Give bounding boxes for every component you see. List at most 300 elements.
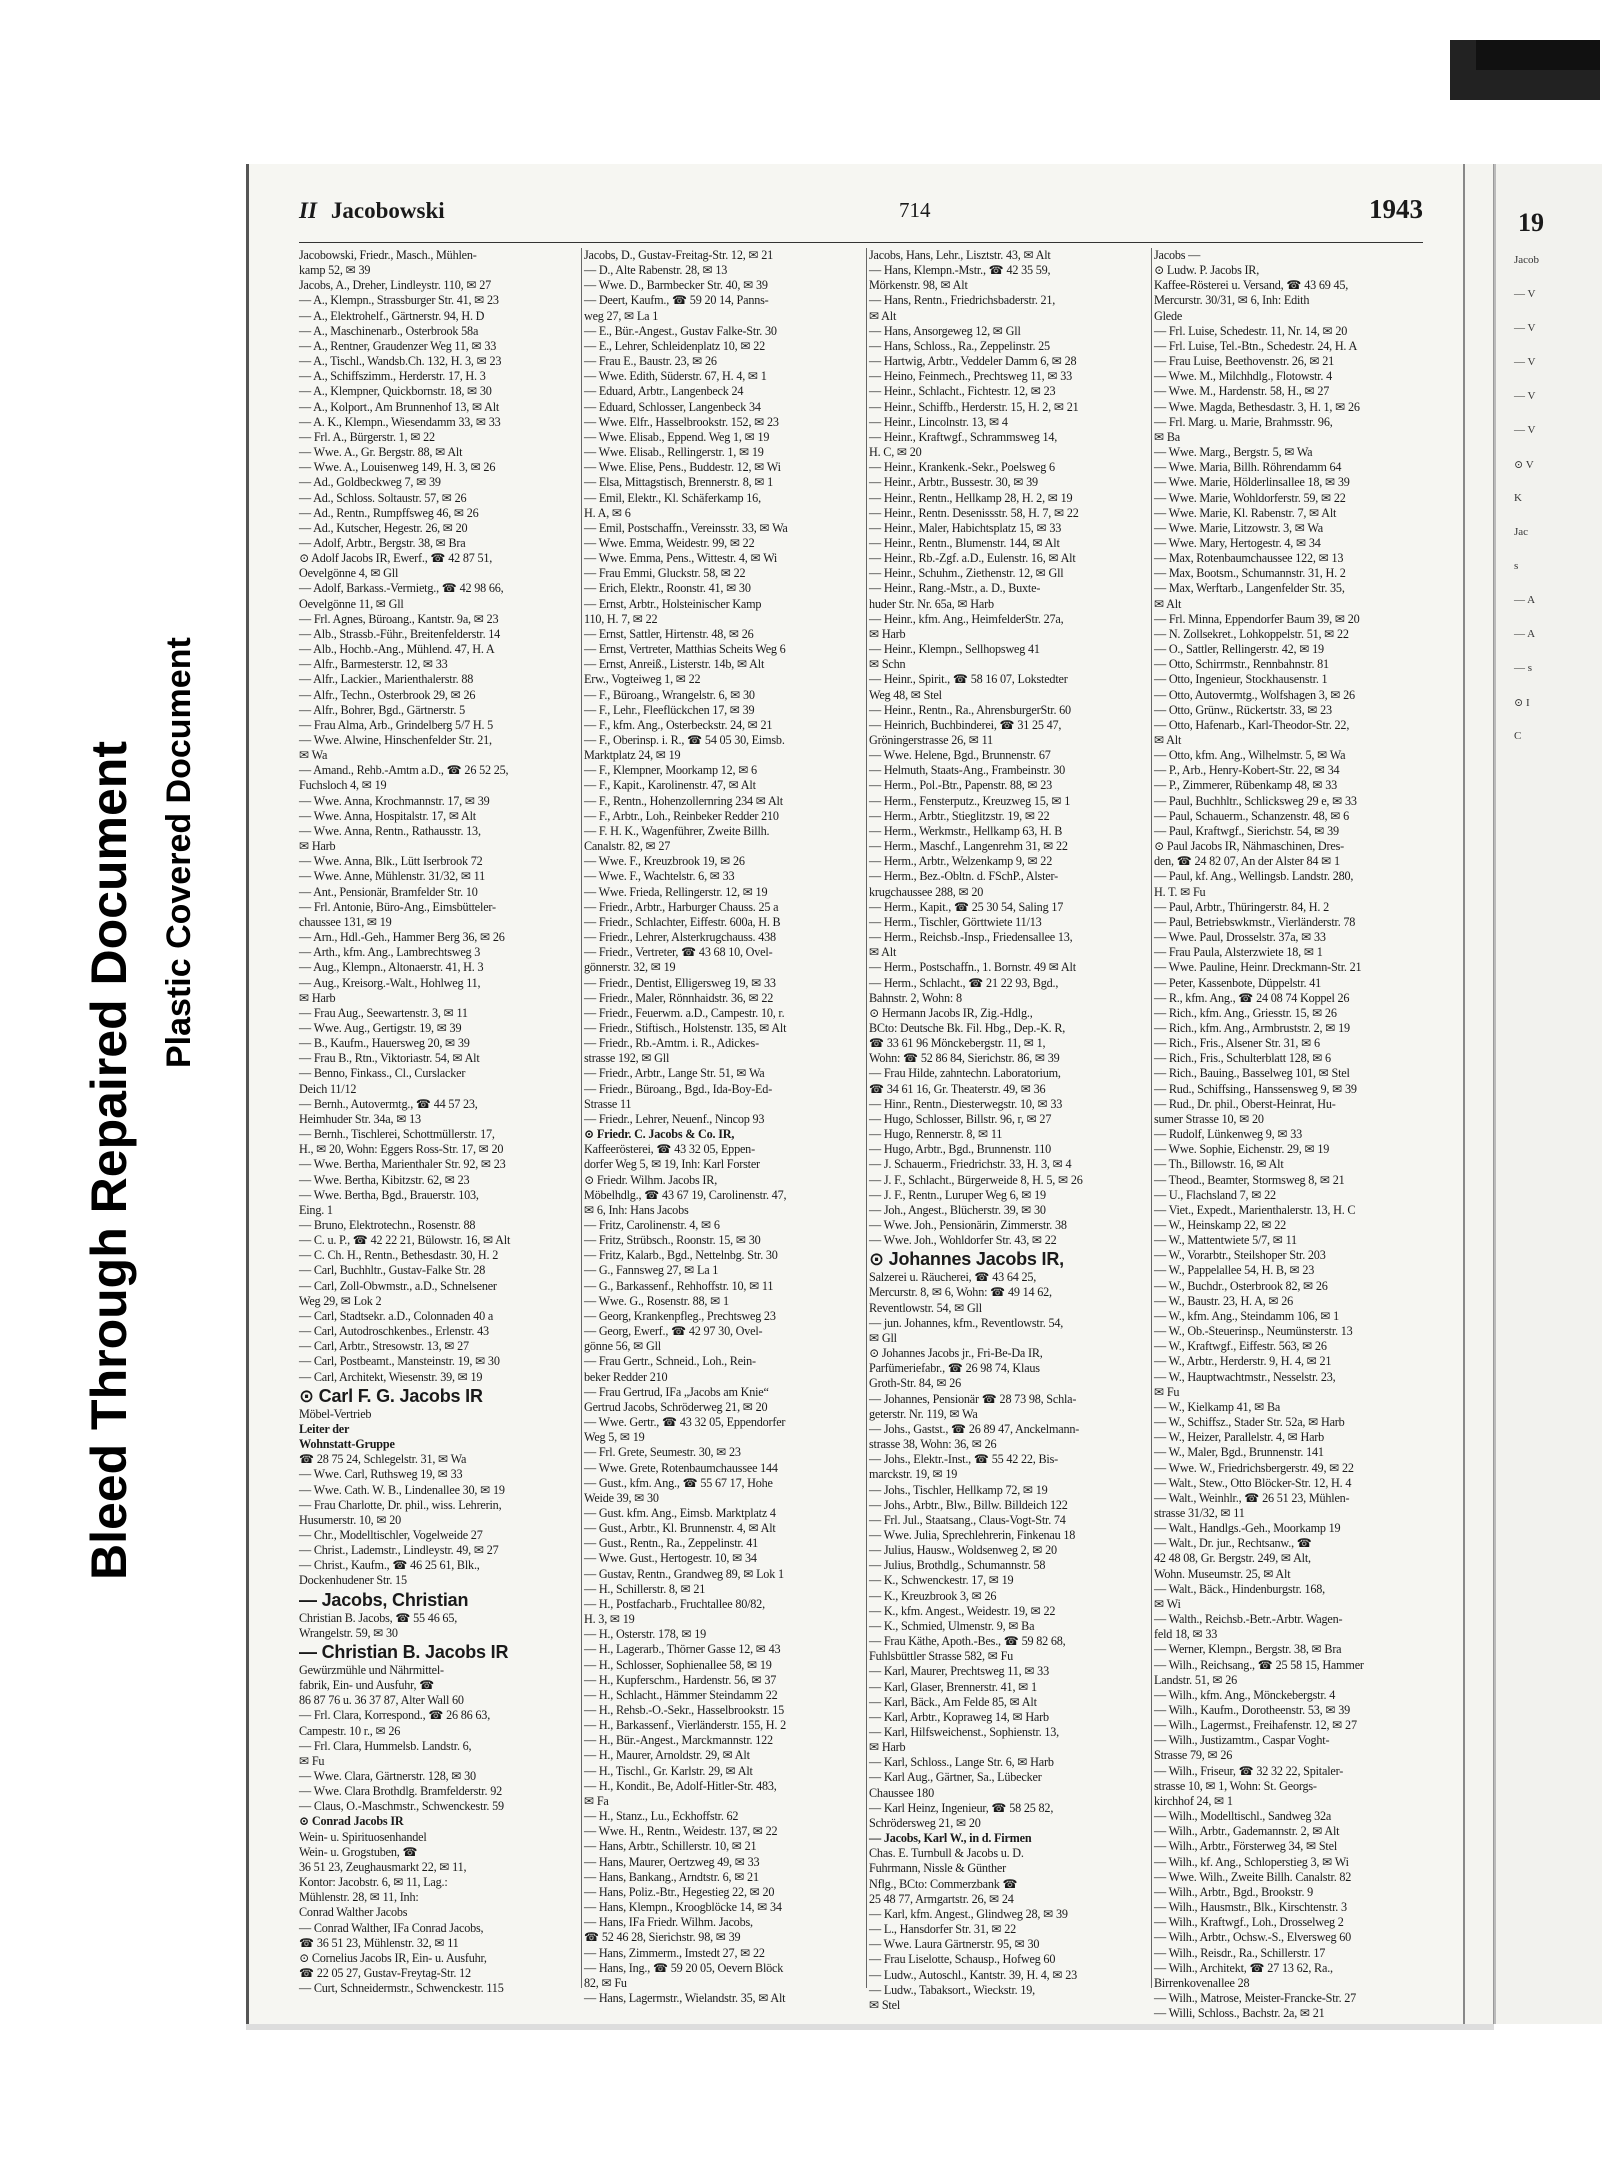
directory-entry: — Carl, Autodroschkenbes., Erlenstr. 43 <box>299 1324 489 1339</box>
directory-entry: marckstr. 19, ✉ 19 <box>869 1467 958 1482</box>
directory-entry: — Wwe. Elisab., Rellingerstr. 1, ✉ 19 <box>584 445 764 460</box>
directory-entry: — Carl, Arbtr., Stresowstr. 13, ✉ 27 <box>299 1339 469 1354</box>
directory-entry: — Karl Aug., Gärtner, Sa., Lübecker <box>869 1770 1042 1785</box>
directory-entry: den, ☎ 24 82 07, An der Alster 84 ✉ 1 <box>1154 854 1340 869</box>
directory-entry: — Alb., Hochb.-Ang., Mühlend. 47, H. A <box>299 642 495 657</box>
directory-entry: — Eduard, Schlosser, Langenbeck 34 <box>584 399 761 414</box>
directory-entry: Jacobs, Hans, Lehr., Lisztstr. 43, ✉ Alt <box>869 248 1051 262</box>
directory-entry: — Wwe. Clara, Gärtnerstr. 128, ✉ 30 <box>299 1769 476 1783</box>
directory-entry: — F., Büroang., Wrangelstr. 6, ✉ 30 <box>584 687 755 702</box>
directory-entry: — A., Maschinenarb., Osterbrook 58a <box>299 323 479 338</box>
directory-entry: — Frau Gertrud, IFa „Jacobs am Knie“ <box>584 1384 769 1399</box>
directory-entry: — Hans, Maurer, Oertzweg 49, ✉ 33 <box>584 1854 760 1869</box>
directory-entry: — W., Vorarbtr., Steilshoper Str. 203 <box>1154 1248 1326 1263</box>
directory-entry: — Herm., Schlacht., ☎ 21 22 93, Bgd., <box>869 975 1059 990</box>
directory-entry: — Paul, Buchhltr., Schlicksweg 29 e, ✉ 33 <box>1154 793 1357 808</box>
directory-entry: — Heinr., Rentn., Ra., AhrensburgerStr. 60 <box>869 702 1071 717</box>
directory-entry: — Wilh., Matrose, Meister-Francke-Str. 27 <box>1154 1990 1357 2005</box>
directory-entry: — Frl. Luise, Schedestr. 11, Nr. 14, ✉ 20 <box>1154 323 1348 338</box>
directory-entry: ✉ Harb <box>869 626 906 641</box>
directory-entry: — Friedr., Stiftisch., Holstenstr. 135, ✉ Alt <box>584 1020 787 1035</box>
adjacent-page-line: C <box>1514 730 1522 742</box>
directory-entry: 42 48 08, Gr. Bergstr. 249, ✉ Alt, <box>1154 1551 1311 1566</box>
directory-entry: — Rich., kfm. Ang., Griesstr. 15, ✉ 26 <box>1154 1005 1337 1020</box>
directory-entry: ⊙ Cornelius Jacobs IR, Ein- u. Ausfuhr, <box>299 1950 487 1965</box>
directory-entry: — Hugo, Rennerstr. 8, ✉ 11 <box>869 1127 1003 1142</box>
directory-entry: — H., Kupferschm., Hardenstr. 56, ✉ 37 <box>584 1672 777 1687</box>
directory-entry: Eing. 1 <box>299 1202 333 1217</box>
adjacent-page-line: s <box>1514 560 1519 572</box>
directory-entry: — Ad., Kutscher, Hegestr. 26, ✉ 20 <box>299 520 468 535</box>
directory-entry: — Christian B. Jacobs IR <box>299 1641 509 1662</box>
directory-entry: ✉ Wa <box>299 748 328 763</box>
directory-entry: H., ✉ 20, Wohn: Eggers Ross-Str. 17, ✉ 20 <box>299 1142 504 1157</box>
directory-entry: — Wwe. Bertha, Bgd., Brauerstr. 103, <box>299 1187 479 1202</box>
directory-entry: — H., Stanz., Lu., Eckhoffstr. 62 <box>584 1809 739 1824</box>
directory-entry: BCto: Deutsche Bk. Fil. Hbg., Dep.-K. R, <box>869 1020 1066 1035</box>
directory-entry: ✉ Stel <box>869 1997 901 2012</box>
directory-entry: — W., Kielkamp 41, ✉ Ba <box>1154 1399 1281 1414</box>
directory-entry: — H., Bür.-Angest., Marckmannstr. 122 <box>584 1733 773 1748</box>
directory-entry: ✉ Fa <box>584 1793 609 1808</box>
directory-entry: — Frl. Antonie, Büro-Ang., Eimsbütteler- <box>299 899 496 914</box>
directory-entry: — Herm., Fensterputz., Kreuzweg 15, ✉ 1 <box>869 793 1071 808</box>
directory-entry: Heimhuder Str. 34a, ✉ 13 <box>299 1111 421 1126</box>
directory-entry: — Heinr., kfm. Ang., HeimfelderStr. 27a, <box>869 611 1064 626</box>
directory-entry: — Wilh., kf. Ang., Schloperstieg 3, ✉ Wi <box>1154 1854 1349 1869</box>
directory-entry: Oevelgönne 4, ✉ Gll <box>299 566 399 581</box>
directory-entry: strasse 192, ✉ Gll <box>584 1051 670 1066</box>
directory-entry: — Georg, Ewerf., ☎ 42 97 30, Ovel- <box>584 1324 763 1339</box>
directory-entry: — Wwe. Joh., Wohldorfer Str. 43, ✉ 22 <box>869 1233 1057 1248</box>
directory-entry: — Bernh., Autovermtg., ☎ 44 57 23, <box>299 1096 478 1111</box>
directory-entry: ✉ Alt <box>1154 733 1182 747</box>
directory-entry: — Friedr., Feuerwm. a.D., Campestr. 10, r. <box>584 1005 785 1020</box>
directory-entry: — Otto, Hafenarb., Karl-Theodor-Str. 22, <box>1154 717 1350 732</box>
directory-entry: — Ludw., Tabaksort., Wieckstr. 19, <box>869 1982 1035 1997</box>
directory-entry: — Rich., Fris., Schulterblatt 128, ✉ 6 <box>1154 1051 1331 1066</box>
directory-entry: — G., Fannsweg 27, ✉ La 1 <box>584 1263 719 1278</box>
directory-entry: — W., Ob.-Steuerinsp., Neumünsterstr. 13 <box>1154 1324 1353 1339</box>
directory-entry: — Johs., Arbtr., Blw., Billw. Billdeich 122 <box>869 1497 1068 1512</box>
directory-entry: — Wilh., Kaufm., Dorotheenstr. 53, ✉ 39 <box>1154 1703 1350 1717</box>
directory-entry: — L., Hansdorfer Str. 31, ✉ 22 <box>869 1922 1017 1937</box>
directory-entry: — H., Schlacht., Hämmer Steindamm 22 <box>584 1687 778 1702</box>
directory-entry: — H., Rehsb.-O.-Sekr., Hasselbrookstr. 15 <box>584 1703 784 1717</box>
directory-entry: — Ant., Pensionär, Bramfelder Str. 10 <box>299 884 478 899</box>
directory-entry: — Otto, kfm. Ang., Wilhelmstr. 5, ✉ Wa <box>1154 748 1346 763</box>
directory-entry: — Aug., Kreisorg.-Walt., Hohlweg 11, <box>299 975 481 990</box>
directory-entry: — Wwe. Pauline, Heinr. Dreckmann-Str. 21 <box>1154 960 1362 975</box>
directory-entry: 25 48 77, Armgartstr. 26, ✉ 24 <box>869 1891 1014 1906</box>
directory-entry: — Heinr., Spirit., ☎ 58 16 07, Lokstedter <box>869 672 1068 687</box>
directory-entry: — C. Ch. H., Rentn., Bethesdastr. 30, H. 2 <box>299 1248 499 1263</box>
directory-entry: — Peter, Kassenbote, Düppelstr. 41 <box>1154 975 1322 990</box>
directory-entry: — J. Schauerm., Friedrichstr. 33, H. 3, ✉ 4 <box>869 1157 1072 1172</box>
directory-entry: — Walt., Handlgs.-Geh., Moorkamp 19 <box>1154 1521 1341 1536</box>
directory-entry: — Wilh., Reisdr., Ra., Schillerstr. 17 <box>1154 1945 1326 1960</box>
directory-entry: Wohnstatt-Gruppe <box>299 1437 395 1452</box>
directory-entry: — Johannes, Pensionär ☎ 28 73 98, Schla- <box>869 1391 1077 1406</box>
directory-entry: — Wilh., Hausmstr., Blk., Kirschtenstr. 3 <box>1154 1900 1347 1915</box>
header-year: 1943 <box>1369 194 1423 224</box>
directory-entry: — Deert, Kaufm., ☎ 59 20 14, Panns- <box>584 293 769 308</box>
adjacent-page-line: ⊙ I <box>1514 697 1530 709</box>
directory-entry: ⊙ Friedr. C. Jacobs & Co. IR, <box>584 1127 735 1142</box>
directory-entry: — Heinr., Rang.-Mstr., a. D., Buxte- <box>869 581 1041 596</box>
directory-entry: Chas. E. Turnbull & Jacobs u. D. <box>869 1846 1024 1861</box>
directory-entry: Mörkenstr. 98, ✉ Alt <box>869 278 968 293</box>
directory-entry: — Wwe. Joh., Pensionärin, Zimmerstr. 38 <box>869 1218 1067 1232</box>
directory-entry: — Wwe. Frieda, Rellingerstr. 12, ✉ 19 <box>584 884 768 899</box>
directory-entry: — Wwe. Paul, Drosselstr. 37a, ✉ 33 <box>1154 930 1326 945</box>
directory-entry: — H., Tischl., Gr. Karlstr. 29, ✉ Alt <box>584 1763 753 1778</box>
directory-entry: — Frau Aug., Seewartenstr. 3, ✉ 11 <box>299 1005 468 1020</box>
directory-entry: — J. F., Rentn., Luruper Weg 6, ✉ 19 <box>869 1187 1046 1202</box>
directory-entry: Wrangelstr. 59, ✉ 30 <box>299 1625 398 1640</box>
directory-entry: 110, H. 7, ✉ 22 <box>584 611 658 626</box>
directory-entry: — A., Rentner, Graudenzer Weg 11, ✉ 33 <box>299 338 497 353</box>
directory-entry: — Rud., Schiffsing., Hanssensweg 9, ✉ 39 <box>1154 1081 1357 1096</box>
directory-entry: weg 27, ✉ La 1 <box>584 308 659 323</box>
directory-entry: — Frl. Agnes, Büroang., Kantstr. 9a, ✉ 23 <box>299 611 499 626</box>
directory-entry: — Karl, Schloss., Lange Str. 6, ✉ Harb <box>869 1755 1054 1770</box>
page-body <box>249 164 1465 2024</box>
directory-entry: Kaffeerösterei, ☎ 43 32 05, Eppen- <box>584 1142 755 1157</box>
directory-entry: — Wwe. Marie, Litzowstr. 3, ✉ Wa <box>1154 520 1323 535</box>
directory-entry: — R., kfm. Ang., ☎ 24 08 74 Koppel 26 <box>1154 990 1350 1005</box>
directory-entry: — Rud., Dr. phil., Oberst-Heinrat, Hu- <box>1154 1096 1336 1111</box>
directory-entry: — Frau Emmi, Gluckstr. 58, ✉ 22 <box>584 566 746 581</box>
directory-entry: — Frau Alma, Arb., Grindelberg 5/7 H. 5 <box>299 717 494 732</box>
directory-entry: Nflg., BCto: Commerzbank ☎ <box>869 1876 1018 1891</box>
directory-entry: — Arth., kfm. Ang., Lambrechtsweg 3 <box>299 945 481 960</box>
directory-entry: — Friedr., Lehrer, Neuenf., Nincop 93 <box>584 1111 765 1126</box>
directory-entry: — Rudolf, Lünkenweg 9, ✉ 33 <box>1154 1127 1302 1142</box>
directory-entry: strasse 38, Wohn: 36, ✉ 26 <box>869 1437 997 1452</box>
directory-entry: Fuhlsbüttler Strasse 582, ✉ Fu <box>869 1649 1014 1664</box>
directory-entry: — N. Zollsekret., Lohkoppelstr. 51, ✉ 22 <box>1154 626 1349 641</box>
directory-entry: — H., Osterstr. 178, ✉ 19 <box>584 1627 707 1642</box>
directory-entry: — D., Alte Rabenstr. 28, ✉ 13 <box>584 263 728 278</box>
directory-entry: — Wwe. Marg., Bergstr. 5, ✉ Wa <box>1154 445 1313 460</box>
directory-entry: — Karl, Glaser, Brennerstr. 41, ✉ 1 <box>869 1679 1037 1694</box>
directory-entry: — Frl. Luise, Tel.-Btn., Schedestr. 24, H. A <box>1154 338 1358 353</box>
directory-entry: Chaussee 180 <box>869 1785 934 1800</box>
directory-entry: — Wwe. Elise, Pens., Buddestr. 12, ✉ Wi <box>584 460 781 475</box>
page-header <box>299 194 1423 232</box>
directory-entry: Husumerstr. 10, ✉ 20 <box>299 1512 402 1527</box>
directory-entry: — Werner, Klempn., Bergstr. 38, ✉ Bra <box>1154 1642 1342 1657</box>
directory-entry: — Theod., Beamter, Stormsweg 8, ✉ 21 <box>1154 1172 1345 1187</box>
directory-entry: ✉ Harb <box>299 839 336 854</box>
directory-entry: — Wwe. Elfr., Hasselbrookstr. 152, ✉ 23 <box>584 414 779 429</box>
directory-entry: Marktplatz 24, ✉ 19 <box>584 748 681 763</box>
directory-entry: — K., Schmied, Ulmenstr. 9, ✉ Ba <box>869 1618 1035 1633</box>
directory-entry: — Ernst, Anreiß., Listerstr. 14b, ✉ Alt <box>584 657 765 672</box>
directory-entry: — B., Kaufm., Hauersweg 20, ✉ 39 <box>299 1036 470 1051</box>
directory-entry: — Hinr., Rentn., Diesterwegstr. 10, ✉ 33 <box>869 1096 1063 1111</box>
directory-entry: — Heinr., Arbtr., Bussestr. 30, ✉ 39 <box>869 475 1038 490</box>
directory-entry: — Herm., Postschaffn., 1. Bornstr. 49 ✉ Alt <box>869 960 1076 975</box>
directory-entry: — Wwe. Anna, Blk., Lütt Iserbrook 72 <box>299 854 483 869</box>
directory-entry: Wein- u. Grogstuben, ☎ <box>299 1844 418 1859</box>
directory-entry: Schrödersweg 21, ✉ 20 <box>869 1815 981 1830</box>
directory-entry: — Otto, Grünw., Rückertstr. 33, ✉ 23 <box>1154 702 1332 717</box>
directory-entry: ⊙ Friedr. Wilhm. Jacobs IR, <box>584 1172 718 1187</box>
directory-entry: ✉ Alt <box>1154 596 1182 611</box>
directory-entry: — Wwe. Wilh., Zweite Billh. Canalstr. 82 <box>1154 1869 1352 1884</box>
directory-entry: — Herm., Arbtr., Stieglitzstr. 19, ✉ 22 <box>869 808 1050 823</box>
directory-entry: — W., Kraftwgf., Eiffestr. 563, ✉ 26 <box>1154 1339 1327 1354</box>
directory-entry: — Wwe. Maria, Billh. Röhrendamm 64 <box>1154 460 1342 475</box>
directory-entry: — Wilh., Architekt, ☎ 27 13 62, Ra., <box>1154 1960 1333 1975</box>
directory-entry: — W., Arbtr., Herderstr. 9, H. 4, ✉ 21 <box>1154 1354 1332 1369</box>
directory-entry: — W., Pappelallee 54, H. B, ✉ 23 <box>1154 1263 1315 1278</box>
directory-entry: — Frau Hilde, zahntechn. Laboratorium, <box>869 1066 1061 1081</box>
section-numeral: II <box>299 198 317 223</box>
directory-entry: — A., Klempner, Quickbornstr. 18, ✉ 30 <box>299 384 492 399</box>
directory-entry: H. T. ✉ Fu <box>1154 884 1206 899</box>
directory-entry: — Hans, Poliz.-Btr., Hegestieg 22, ✉ 20 <box>584 1884 775 1899</box>
directory-entry: Weg 48, ✉ Stel <box>869 687 942 702</box>
directory-entry: — A., Tischl., Wandsb.Ch. 132, H. 3, ✉ 23 <box>299 354 502 369</box>
directory-entry: — Amand., Rehb.-Amtm a.D., ☎ 26 52 25, <box>299 763 509 778</box>
directory-entry: ✉ Wi <box>1154 1596 1181 1611</box>
directory-entry: — K., Schwenckestr. 17, ✉ 19 <box>869 1573 1014 1588</box>
directory-entry: Groth-Str. 84, ✉ 26 <box>869 1376 962 1391</box>
directory-entry: — Hans, Zimmerm., Imstedt 27, ✉ 22 <box>584 1945 765 1960</box>
directory-entry: — Curt, Schneidermstr., Schwenckestr. 115 <box>299 1981 504 1996</box>
directory-entry: — K., kfm. Angest., Weidestr. 19, ✉ 22 <box>869 1603 1056 1618</box>
page-bottom-edge <box>246 2024 1494 2030</box>
directory-entry: ✉ Harb <box>869 1740 906 1755</box>
directory-entry: — Frau Liselotte, Schausp., Hofweg 60 <box>869 1952 1056 1967</box>
directory-entry: — Johs., Gastst., ☎ 26 89 47, Anckelmann- <box>869 1421 1080 1436</box>
directory-entry: — Johs., Tischler, Hellkamp 72, ✉ 19 <box>869 1482 1048 1497</box>
directory-entry: Birrenkovenallee 28 <box>1154 1975 1250 1990</box>
directory-entry: — W., Maler, Bgd., Brunnenstr. 141 <box>1154 1445 1324 1460</box>
header-rule <box>299 242 1423 243</box>
directory-entry: — Claus, O.-Maschmstr., Schwenckestr. 59 <box>299 1799 504 1814</box>
directory-entry: Parfümeriefabr., ☎ 26 98 74, Klaus <box>869 1361 1040 1376</box>
directory-entry: — Wilh., Lagermst., Freihafenstr. 12, ✉ 27 <box>1154 1718 1357 1733</box>
header-left <box>299 198 445 224</box>
directory-entry: ⊙ Carl F. G. Jacobs IR <box>299 1385 483 1406</box>
directory-entry: — Frl. Grete, Seumestr. 30, ✉ 23 <box>584 1445 741 1460</box>
directory-entry: — Hans, Lagermstr., Wielandstr. 35, ✉ Alt <box>584 1990 786 2005</box>
directory-entry: H. C, ✉ 20 <box>869 445 922 460</box>
directory-entry: — Wwe. F., Kreuzbrook 19, ✉ 26 <box>584 854 745 869</box>
directory-entry: — Wwe. Bertha, Marienthaler Str. 92, ✉ 23 <box>299 1157 506 1172</box>
directory-entry: — Rich., Fris., Alsener Str. 31, ✉ 6 <box>1154 1036 1320 1051</box>
directory-entry: — U., Flachsland 7, ✉ 22 <box>1154 1187 1276 1202</box>
directory-entry: — Gustav, Rentn., Grandweg 89, ✉ Lok 1 <box>584 1566 784 1581</box>
directory-entry: — Otto, Schirrmstr., Rennbahnstr. 81 <box>1154 657 1329 672</box>
directory-entry: — Walt., Stew., Otto Blöcker-Str. 12, H. 4 <box>1154 1475 1352 1490</box>
directory-entry: feld 18, ✉ 33 <box>1154 1627 1218 1642</box>
directory-entry: — Bernh., Tischlerei, Schottmüllerstr. 17, <box>299 1127 495 1142</box>
directory-entry: — Max, Bootsm., Schumannstr. 31, H. 2 <box>1154 566 1346 581</box>
directory-entry: ☎ 22 05 27, Gustav-Freytag-Str. 12 <box>299 1966 471 1981</box>
directory-entry: — A. K., Klempn., Wiesendamm 33, ✉ 33 <box>299 414 501 429</box>
directory-entry: Glede <box>1154 308 1183 323</box>
side-label-plastic-covered: Plastic Covered Document <box>160 637 198 1068</box>
directory-entry: — Friedr., Arbtr., Harburger Chauss. 25 a <box>584 899 779 914</box>
directory-entry: — Herm., Pol.-Btr., Papenstr. 88, ✉ 23 <box>869 778 1053 793</box>
directory-entry: — Wwe. Emma, Pens., Wittestr. 4, ✉ Wi <box>584 551 778 566</box>
directory-entry: — Frau Gertr., Schneid., Loh., Rein- <box>584 1354 756 1369</box>
adjacent-page-line: — A <box>1514 628 1536 640</box>
directory-entry: — Frau B., Rtn., Viktoriastr. 54, ✉ Alt <box>299 1051 480 1066</box>
directory-entry: — Frau Käthe, Apoth.-Bes., ☎ 59 82 68, <box>869 1634 1066 1649</box>
directory-entry: — W., Baustr. 23, H. A, ✉ 26 <box>1154 1293 1294 1308</box>
directory-entry: — W., Mattentwiete 5/7, ✉ 11 <box>1154 1233 1297 1248</box>
directory-entry: — Frl. Clara, Korrespond., ☎ 26 86 63, <box>299 1708 491 1723</box>
directory-entry: — Walth., Reichsb.-Betr.-Arbtr. Wagen- <box>1154 1612 1343 1627</box>
adjacent-page-line: — V <box>1514 356 1536 368</box>
directory-entry: — Wwe. Bertha, Kibitzstr. 62, ✉ 23 <box>299 1172 470 1187</box>
directory-entry: — A., Schiffszimm., Herderstr. 17, H. 3 <box>299 369 486 384</box>
directory-entry: ✉ Gll <box>869 1330 897 1345</box>
directory-entry: — Viet., Expedt., Marienthalerstr. 13, H. C <box>1154 1202 1356 1217</box>
directory-entry: — Alfr., Techn., Osterbrook 29, ✉ 26 <box>299 687 476 702</box>
directory-entry: — Frl. Jul., Staatsang., Claus-Vogt-Str. 74 <box>869 1512 1066 1527</box>
directory-entry: — Hans, Schloss., Ra., Zeppelinstr. 25 <box>869 338 1050 353</box>
directory-entry: — Hugo, Schlosser, Billstr. 96, r, ✉ 27 <box>869 1111 1052 1126</box>
directory-entry: Gewürzmühle und Nährmittel- <box>299 1662 444 1677</box>
directory-entry: Weg 5, ✉ 19 <box>584 1430 645 1445</box>
directory-entry: — Wilh., Reichsang., ☎ 25 58 15, Hammer <box>1154 1657 1364 1672</box>
directory-entry: Jacobs, D., Gustav-Freitag-Str. 12, ✉ 21 <box>584 248 774 262</box>
directory-entry: — Wwe. W., Friedrichsbergerstr. 49, ✉ 22 <box>1154 1460 1354 1475</box>
directory-entry: Deich 11/12 <box>299 1081 357 1096</box>
directory-entry: — Friedr., Vertreter, ☎ 43 68 10, Ovel- <box>584 945 773 960</box>
directory-entry: — Wilh., Arbtr., Gademannstr. 2, ✉ Alt <box>1154 1824 1340 1839</box>
directory-entry: — Walt., Weinhlr., ☎ 26 51 23, Mühlen- <box>1154 1490 1350 1505</box>
directory-entry: — Paul, Schauerm., Schanzenstr. 48, ✉ 6 <box>1154 808 1350 823</box>
directory-entry: — Carl, Zoll-Obwmstr., a.D., Schnelsener <box>299 1278 497 1293</box>
directory-entry: ☎ 34 61 16, Gr. Theaterstr. 49, ✉ 36 <box>869 1081 1046 1096</box>
adjacent-page-line: — V <box>1514 390 1536 402</box>
directory-entry: — Wwe. Anna, Krochmannstr. 17, ✉ 39 <box>299 793 490 808</box>
directory-entry: — W., kfm. Ang., Steindamm 106, ✉ 1 <box>1154 1308 1340 1323</box>
directory-entry: — Herm., Reichsb.-Insp., Friedensallee 13, <box>869 930 1073 945</box>
directory-entry: — Karl, kfm. Angest., Glindweg 28, ✉ 39 <box>869 1906 1068 1921</box>
directory-entry: — Wwe. M., Milchhdlg., Flotowstr. 4 <box>1154 369 1332 384</box>
directory-entry: — Emil, Elektr., Kl. Schäferkamp 16, <box>584 490 761 505</box>
directory-entry: ☎ 52 46 28, Sierichstr. 98, ✉ 39 <box>584 1930 741 1945</box>
directory-entry: — Wwe. Emma, Weidestr. 99, ✉ 22 <box>584 535 755 550</box>
directory-entry: Conrad Walther Jacobs <box>299 1905 408 1920</box>
directory-entry: ✉ Fu <box>299 1753 325 1768</box>
column-3 <box>869 248 1147 2012</box>
directory-entry: gönnerstr. 32, ✉ 19 <box>584 960 676 975</box>
directory-entry: — H., Lagerarb., Thörner Gasse 12, ✉ 43 <box>584 1642 781 1657</box>
directory-entry: — Herm., Arbtr., Welzenkamp 9, ✉ 22 <box>869 854 1053 869</box>
directory-entry: — jun. Johannes, kfm., Reventlowstr. 54, <box>869 1315 1064 1330</box>
directory-entry: — Carl, Architekt, Wiesenstr. 39, ✉ 19 <box>299 1369 483 1384</box>
directory-entry: Möbel-Vertrieb <box>299 1406 372 1421</box>
directory-entry: — F., Lehr., Fleeflückchen 17, ✉ 39 <box>584 702 755 717</box>
directory-entry: — H., Kondit., Be, Adolf-Hitler-Str. 483, <box>584 1778 777 1793</box>
directory-entry: — Friedr., Lehrer, Alsterkrugchauss. 438 <box>584 930 776 945</box>
directory-entry: — H., Maurer, Arnoldstr. 29, ✉ Alt <box>584 1748 750 1763</box>
directory-entry: geterstr. Nr. 119, ✉ Wa <box>869 1406 978 1421</box>
directory-entry: Kontor: Jacobstr. 6, ✉ 11, Lag.: <box>299 1875 448 1890</box>
directory-entry: — Carl, Buchhltr., Gustav-Falke Str. 28 <box>299 1263 486 1278</box>
directory-entry: Wohn. Museumstr. 25, ✉ Alt <box>1154 1566 1291 1581</box>
directory-entry: ⊙ Ludw. P. Jacobs IR, <box>1154 263 1260 278</box>
directory-entry: — W., Heizer, Parallelstr. 4, ✉ Harb <box>1154 1430 1325 1445</box>
directory-entry: — Max, Werftarb., Langenfelder Str. 35, <box>1154 581 1345 596</box>
directory-entry: — Heinr., Maler, Habichtsplatz 15, ✉ 33 <box>869 520 1062 535</box>
directory-entry: — Wwe. M., Hardenstr. 58, H., ✉ 27 <box>1154 384 1330 399</box>
directory-entry: — Paul, kf. Ang., Wellingsb. Landstr. 280, <box>1154 869 1354 884</box>
directory-entry: Erw., Vogteiweg 1, ✉ 22 <box>584 672 701 687</box>
directory-entry: — Max, Rotenbaumchaussee 122, ✉ 13 <box>1154 551 1344 566</box>
directory-entry: Oevelgönne 11, ✉ Gll <box>299 596 404 611</box>
directory-entry: Weide 39, ✉ 30 <box>584 1490 659 1505</box>
directory-entry: — P., Zimmerer, Rübenkamp 48, ✉ 33 <box>1154 778 1338 793</box>
directory-entry: — Heinr., Rb.-Zgf. a.D., Eulenstr. 16, ✉ Alt <box>869 551 1076 566</box>
directory-entry: — Benno, Finkass., Cl., Curslacker <box>299 1066 466 1081</box>
directory-entry: — Aug., Klempn., Altonaerstr. 41, H. 3 <box>299 960 484 975</box>
directory-entry: — Heinrich, Buchbinderei, ☎ 31 25 47, <box>869 717 1062 732</box>
directory-entry: — Wwe. Gust., Hertogestr. 10, ✉ 34 <box>584 1551 757 1566</box>
directory-entry: — Arn., Hdl.-Geh., Hammer Berg 36, ✉ 26 <box>299 930 505 945</box>
directory-entry: — F., Kapit., Karolinenstr. 47, ✉ Alt <box>584 778 756 793</box>
directory-entry: huder Str. Nr. 65a, ✉ Harb <box>869 596 994 611</box>
directory-entry: Bahnstr. 2, Wohn: 8 <box>869 990 962 1005</box>
directory-entry: ✉ Fu <box>1154 1384 1180 1399</box>
directory-entry: — Th., Billowstr. 16, ✉ Alt <box>1154 1157 1284 1172</box>
directory-entry: — F., Arbtr., Loh., Reinbeker Redder 210 <box>584 808 779 823</box>
directory-entry: H. 3, ✉ 19 <box>584 1612 635 1627</box>
directory-entry: — Jacobs, Karl W., in d. Firmen <box>869 1831 1032 1846</box>
directory-entry: — Karl, Hilfsweichenst., Sophienstr. 13, <box>869 1725 1060 1739</box>
directory-entry: — Alfr., Lackier., Marienthalerstr. 88 <box>299 672 474 687</box>
column-4 <box>1154 248 1432 2021</box>
directory-entry: — Frau Luise, Beethovenstr. 26, ✉ 21 <box>1154 354 1335 369</box>
directory-entry: — Wwe. F., Wachtelstr. 6, ✉ 33 <box>584 869 735 884</box>
directory-entry: — Wwe. Marie, Kl. Rabenstr. 7, ✉ Alt <box>1154 505 1337 520</box>
directory-entry: — Fritz, Carolinenstr. 4, ✉ 6 <box>584 1218 720 1232</box>
directory-entry: Mercurstr. 30/31, ✉ 6, Inh: Edith <box>1154 293 1310 308</box>
directory-entry: — Paul, Betriebswkmstr., Vierländerstr. 78 <box>1154 914 1356 929</box>
directory-entry: — Herm., Werkmstr., Hellkamp 63, H. B <box>869 823 1063 838</box>
directory-entry: — E., Bür.-Angest., Gustav Falke-Str. 30 <box>584 323 777 338</box>
column-1 <box>299 248 577 1996</box>
adjacent-page-line: — A <box>1514 594 1536 606</box>
directory-entry: — A., Elektrohelf., Gärtnerstr. 94, H. D <box>299 308 485 323</box>
directory-entry: — Herm., Maschf., Langenrehm 31, ✉ 22 <box>869 839 1068 854</box>
directory-entry: — Wwe. Marie, Hölderlinsallee 18, ✉ 39 <box>1154 475 1350 490</box>
directory-entry: — Hans, Bankang., Arndtstr. 6, ✉ 21 <box>584 1869 759 1884</box>
directory-entry: — F., Oberinsp. i. R., ☎ 54 05 30, Eimsb. <box>584 733 785 747</box>
directory-entry: — Wilh., Modelltischl., Sandweg 32a <box>1154 1809 1332 1824</box>
directory-entry: — Friedr., Arbtr., Lange Str. 51, ✉ Wa <box>584 1066 765 1081</box>
directory-entry: Jacobs — <box>1154 248 1201 262</box>
directory-entry: — Johs., Elektr.-Inst., ☎ 55 42 22, Bis- <box>869 1452 1058 1467</box>
directory-entry: — Wwe. Mary, Hertogestr. 4, ✉ 34 <box>1154 535 1321 550</box>
directory-entry: — Wwe. Grete, Rotenbaumchaussee 144 <box>584 1460 778 1475</box>
directory-entry: — Willi, Schloss., Bachstr. 2a, ✉ 21 <box>1154 2006 1325 2021</box>
directory-entry: — Walt., Bäck., Hindenburgstr. 168, <box>1154 1581 1325 1596</box>
adjacent-page-line: Jacob <box>1514 254 1540 266</box>
directory-entry: strasse 10, ✉ 1, Wohn: St. Georgs- <box>1154 1778 1317 1793</box>
directory-entry: — Ad., Rentn., Rumpffsweg 46, ✉ 26 <box>299 505 479 520</box>
